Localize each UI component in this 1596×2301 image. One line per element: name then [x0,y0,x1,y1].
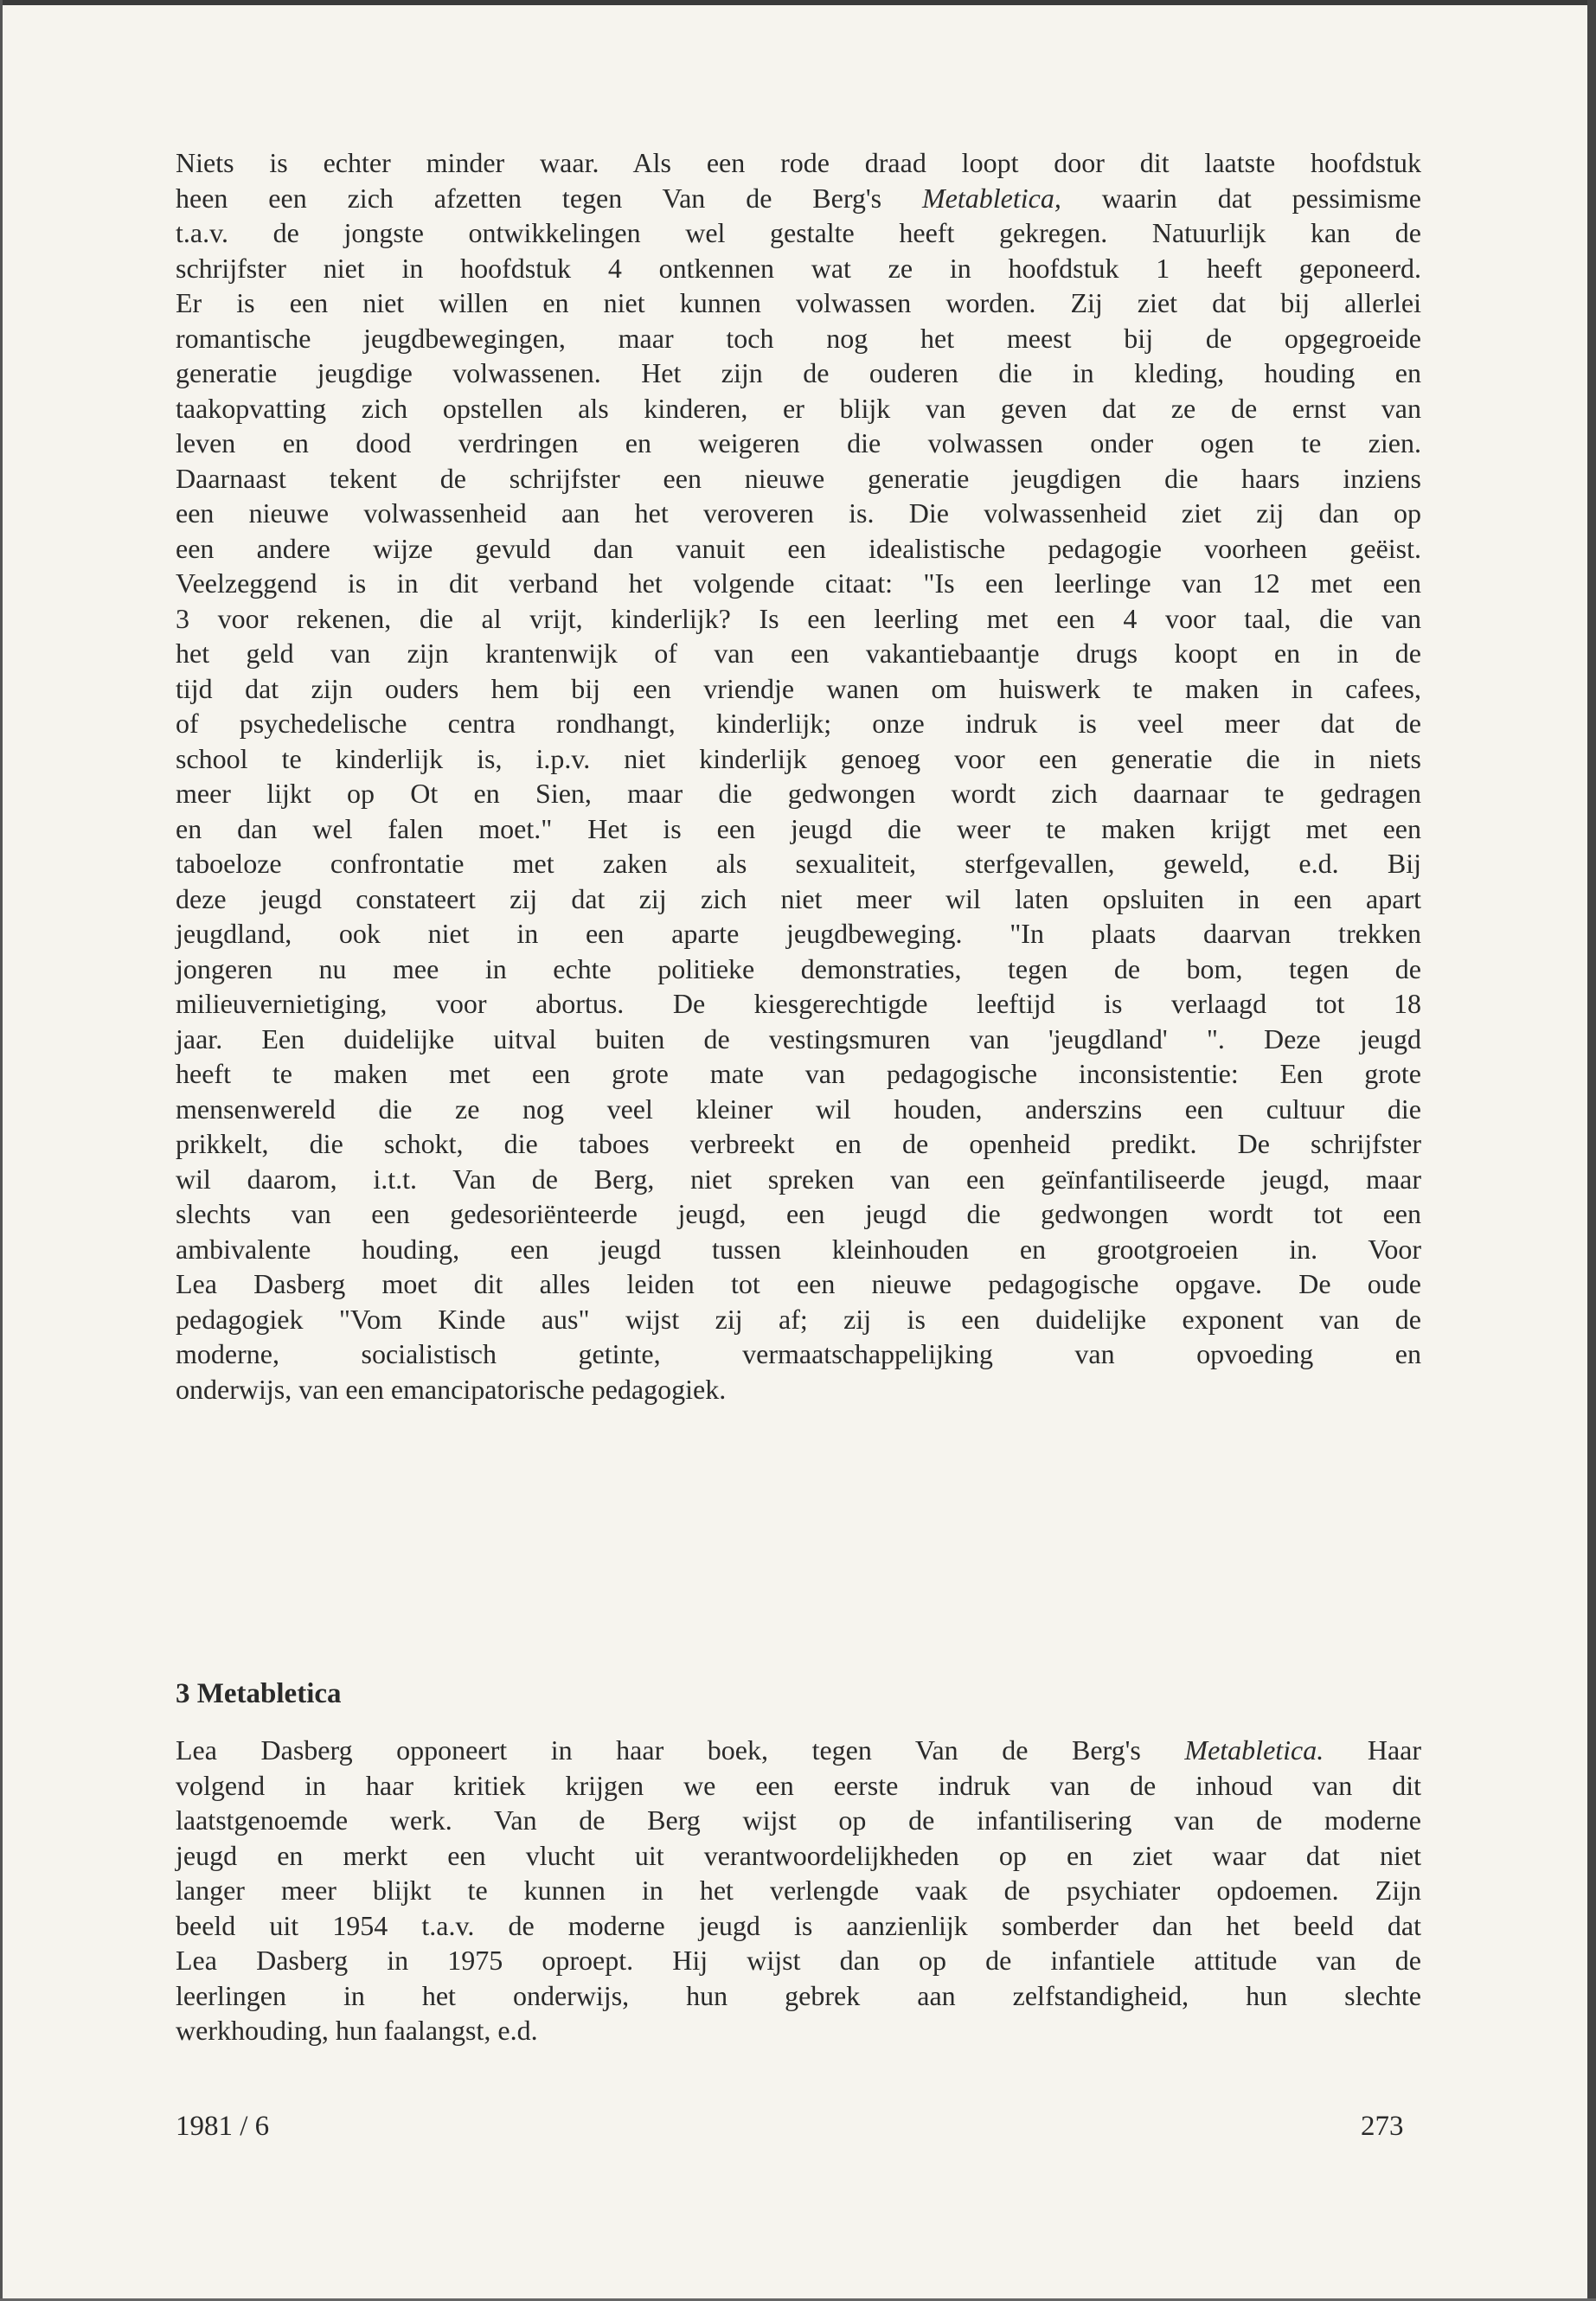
text-line: schrijfster niet in hoofdstuk 4 ontkennen wat ze in hoofdstuk 1 heeft geponeerd. [176,252,1421,284]
text-line: mensenwereld die ze nog veel kleiner wil houden, anderszins een cultuur die [176,1093,1421,1125]
text-line: Er is een niet willen en niet kunnen volwassen worden. Zij ziet dat bij allerlei [176,287,1421,318]
body-paragraph-2 [176,1733,1421,2048]
text-line: romantische jeugdbewegingen, maar toch nog het meest bij de opgegroeide [176,322,1421,354]
text-line: het geld van zijn krantenwijk of van een vakantiebaantje drugs koopt en in de [176,638,1421,669]
text-line: leerlingen in het onderwijs, hun gebrek aan zelfstandigheid, hun slechte [176,1979,1421,2011]
text-line: wil daarom, i.t.t. Van de Berg, niet spreken van een geïnfantiliseerde jeugd, maar [176,1163,1421,1195]
text-line: volgend in haar kritiek krijgen we een eerste indruk van de inhoud van dit [176,1769,1421,1801]
text-line: tijd dat zijn ouders hem bij een vriendje wanen om huiswerk te maken in cafees, [176,672,1421,704]
text-segment: waarin dat pessimisme [1061,182,1421,214]
text-line: een andere wijze gevuld dan vanuit een idealistische pedagogie voorheen geëist. [176,532,1421,564]
text-line: heeft te maken met een grote mate van pedagogische inconsistentie: Een grote [176,1058,1421,1089]
scan-border-top [0,0,1596,5]
section-heading: 3 Metabletica [176,1678,342,1709]
text-line: slechts van een gedesoriënteerde jeugd, een jeugd die gedwongen wordt tot een [176,1198,1421,1229]
italic-title: Metabletica. [1184,1734,1324,1766]
text-line: laatstgenoemde werk. Van de Berg wijst op de infantilisering van de moderne [176,1804,1421,1836]
text-line: Lea Dasberg moet dit alles leiden tot een nieuwe pedagogische opgave. De oude [176,1268,1421,1299]
text-segment: Haar [1324,1734,1421,1766]
text-line: moderne, socialistisch getinte, vermaatschappelijking van opvoeding en [176,1338,1421,1369]
text-line: jongeren nu mee in echte politieke demonstraties, tegen de bom, tegen de [176,952,1421,984]
text-line: Niets is echter minder waar. Als een rode draad loopt door dit laatste hoofdstuk [176,147,1421,178]
body-paragraph-1 [176,145,1421,1407]
text-line: jeugd en merkt een vlucht uit verantwoordelijkheden op en ziet waar dat niet [176,1839,1421,1871]
text-line: jeugdland, ook niet in een aparte jeugdbeweging. "In plaats daarvan trekken [176,918,1421,949]
text-line: ambivalente houding, een jeugd tussen kleinhouden en grootgroeien in. Voor [176,1233,1421,1265]
text-line: 3 voor rekenen, die al vrijt, kinderlijk? Is een leerling met een 4 voor taal, die van [176,602,1421,634]
text-line: taakopvatting zich opstellen als kinderen, er blijk van geven dat ze de ernst van [176,392,1421,424]
text-line: onderwijs, van een emancipatorische pedagogiek. [176,1373,727,1405]
text-line: t.a.v. de jongste ontwikkelingen wel gestalte heeft gekregen. Natuurlijk kan de [176,217,1421,248]
text-line: een nieuwe volwassenheid aan het veroveren is. Die volwassenheid ziet zij dan op [176,497,1421,529]
text-line: meer lijkt op Ot en Sien, maar die gedwongen wordt zich daarnaar te gedragen [176,778,1421,809]
text-line: deze jeugd constateert zij dat zij zich niet meer wil laten opsluiten in een apart [176,882,1421,914]
text-line: prikkelt, die schokt, die taboes verbreekt en de openheid predikt. De schrijfster [176,1128,1421,1159]
text-line: Veelzeggend is in dit verband het volgende citaat: "Is een leerlinge van 12 met een [176,567,1421,599]
issue-number: 1981 / 6 [176,2111,270,2142]
text-line: beeld uit 1954 t.a.v. de moderne jeugd is aanzienlijk somberder dan het beeld dat [176,1909,1421,1941]
text-line: school te kinderlijk is, i.p.v. niet kinderlijk genoeg voor een generatie die in niets [176,742,1421,774]
text-segment: Lea Dasberg opponeert in haar boek, tegen Van de Berg's [176,1734,1185,1766]
italic-title: Metabletica, [922,182,1061,214]
text-line: en dan wel falen moet." Het is een jeugd die weer te maken krijgt met een [176,812,1421,844]
text-line: of psychedelische centra rondhangt, kinderlijk; onze indruk is veel meer dat de [176,708,1421,739]
text-line: langer meer blijkt te kunnen in het verlengde vaak de psychiater opdoemen. Zijn [176,1875,1421,1906]
text-line: pedagogiek "Vom Kinde aus" wijst zij af; zij is een duidelijke exponent van de [176,1303,1421,1335]
text-line: Daarnaast tekent de schrijfster een nieuwe generatie jeugdigen die haars inziens [176,462,1421,494]
text-line: werkhouding, hun faalangst, e.d. [176,2015,538,2046]
text-line: Lea Dasberg in 1975 oproept. Hij wijst dan op de infantiele attitude van de [176,1945,1421,1976]
scan-border-left [0,0,3,2301]
text-line: jaar. Een duidelijke uitval buiten de vestingsmuren van 'jeugdland' ". Deze jeugd [176,1022,1421,1054]
text-line [176,1733,1421,1768]
text-line: generatie jeugdige volwassenen. Het zijn de ouderen die in kleding, houding en [176,357,1421,388]
text-segment: heen een zich afzetten tegen Van de Berg's [176,182,923,214]
scan-border-right [1587,0,1596,2301]
text-line [176,181,1421,216]
text-line: milieuvernietiging, voor abortus. De kiesgerechtigde leeftijd is verlaagd tot 18 [176,988,1421,1019]
page-number: 273 [1361,2111,1404,2142]
text-line: taboeloze confrontatie met zaken als sexualiteit, sterfgevallen, geweld, e.d. Bij [176,848,1421,879]
text-line: leven en dood verdringen en weigeren die volwassen onder ogen te zien. [176,427,1421,458]
